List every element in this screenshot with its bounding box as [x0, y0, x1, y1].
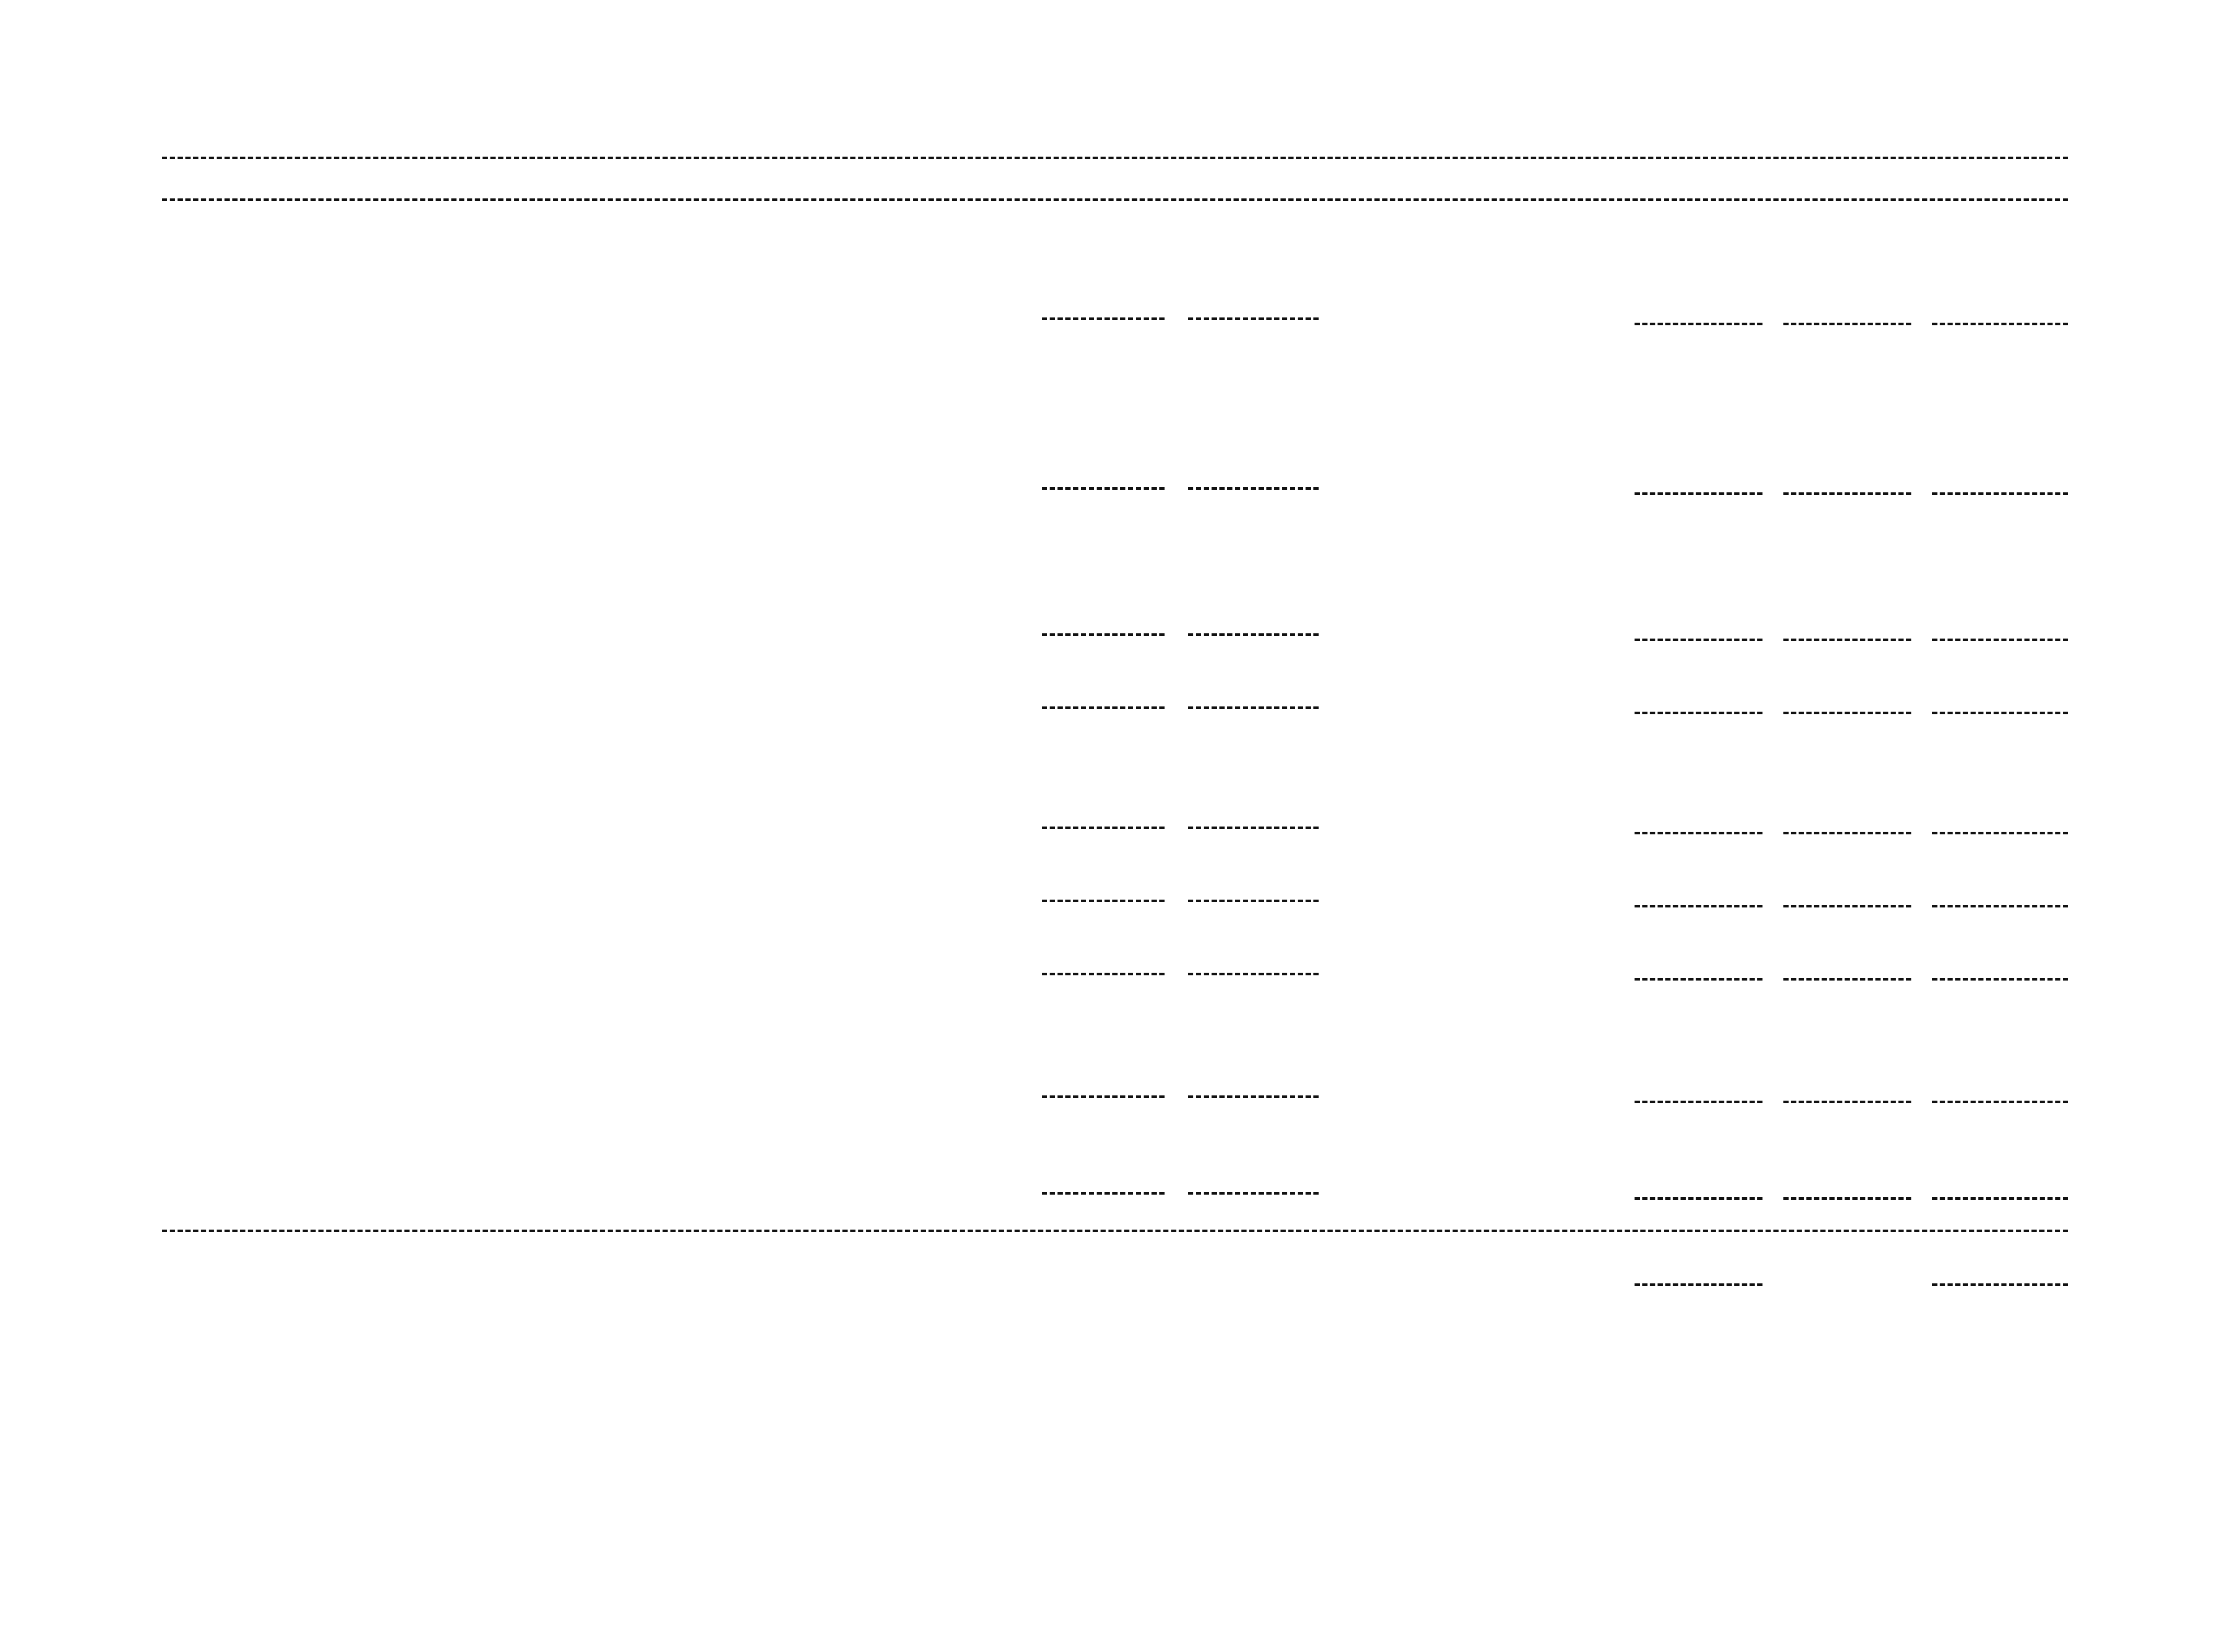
cell-rule	[1635, 323, 1762, 325]
cell-rule	[1042, 900, 1165, 902]
cell-rule	[1042, 317, 1165, 320]
cell-rule	[1635, 639, 1762, 641]
cell-rule	[1042, 1192, 1165, 1195]
cell-rule	[1635, 1101, 1762, 1103]
column-header-rule	[162, 198, 2068, 201]
cell-rule	[1932, 492, 2068, 495]
totals-cell-rule	[1635, 1283, 1762, 1286]
cell-rule	[1932, 1197, 2068, 1200]
totals-rule	[162, 1230, 2068, 1232]
cell-rule	[1783, 1101, 1911, 1103]
cell-rule	[1188, 900, 1319, 902]
cell-rule	[1932, 1101, 2068, 1103]
cell-rule	[1188, 827, 1319, 829]
cell-rule	[1042, 1095, 1165, 1098]
header-rule	[162, 157, 2068, 159]
cell-rule	[1783, 1197, 1911, 1200]
cell-rule	[1188, 317, 1319, 320]
cell-rule	[1635, 492, 1762, 495]
cell-rule	[1188, 973, 1319, 975]
cell-rule	[1783, 978, 1911, 981]
cell-rule	[1042, 973, 1165, 975]
cell-rule	[1635, 978, 1762, 981]
cell-rule	[1932, 832, 2068, 834]
cell-rule	[1635, 832, 1762, 834]
totals-cell-rule	[1932, 1283, 2068, 1286]
cell-rule	[1783, 712, 1911, 714]
cell-rule	[1783, 832, 1911, 834]
cell-rule	[1783, 323, 1911, 325]
cell-rule	[1932, 323, 2068, 325]
cell-rule	[1188, 1192, 1319, 1195]
cell-rule	[1188, 487, 1319, 490]
cell-rule	[1932, 639, 2068, 641]
cell-rule	[1635, 712, 1762, 714]
cell-rule	[1042, 633, 1165, 636]
cell-rule	[1042, 827, 1165, 829]
cell-rule	[1188, 1095, 1319, 1098]
cell-rule	[1932, 905, 2068, 907]
cell-rule	[1932, 712, 2068, 714]
cell-rule	[1783, 639, 1911, 641]
cell-rule	[1188, 706, 1319, 709]
cell-rule	[1188, 633, 1319, 636]
cell-rule	[1635, 1197, 1762, 1200]
cell-rule	[1783, 492, 1911, 495]
cell-rule	[1932, 978, 2068, 981]
cell-rule	[1783, 905, 1911, 907]
cell-rule	[1042, 487, 1165, 490]
cell-rule	[1042, 706, 1165, 709]
cell-rule	[1635, 905, 1762, 907]
